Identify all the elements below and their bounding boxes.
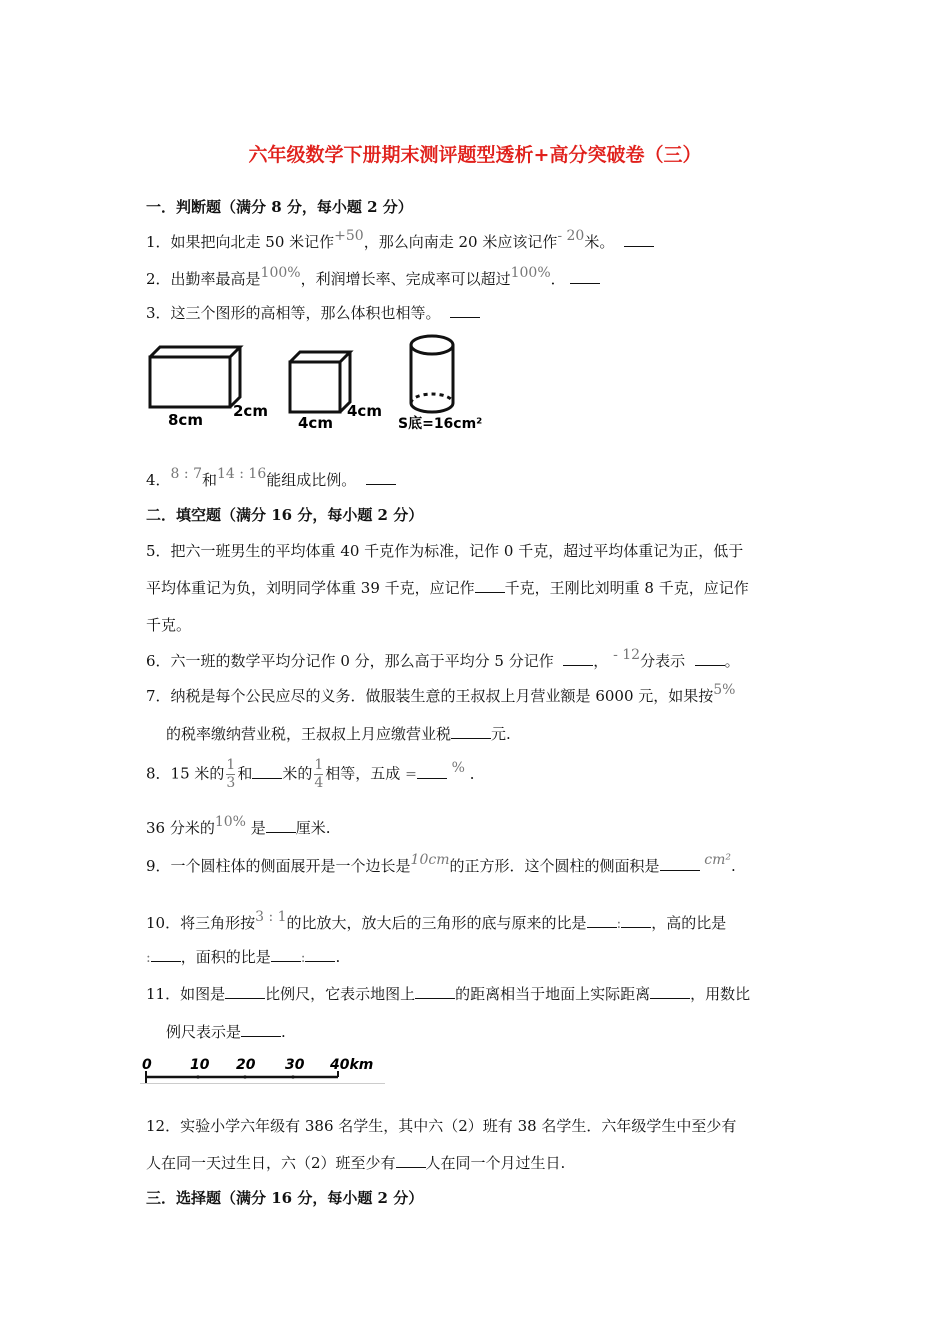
q1-text-a: 1．如果把向北走 50 米记作 bbox=[146, 233, 335, 251]
q10-text-b: 的比放大，放大后的三角形的底与原来的比是 bbox=[286, 914, 587, 932]
q11-text-d: ，用数比 bbox=[690, 985, 751, 1003]
q8-text-f: 36 分米的 bbox=[146, 819, 215, 837]
q9-text-b: 的正方形．这个圆柱的侧面积是 bbox=[449, 857, 660, 875]
question-2 bbox=[146, 265, 600, 289]
q2-text-a: 2．出勤率最高是 bbox=[146, 270, 261, 288]
q8-answer-blank-3[interactable] bbox=[266, 818, 296, 833]
three-shapes-figure bbox=[140, 330, 490, 435]
question-12-line-1: 12．实验小学六年级有 386 名学生，其中六（2）班有 38 名学生．六年级学生中至少有 bbox=[146, 1117, 737, 1135]
label-cylinder-base-area: S底=16cm² bbox=[398, 416, 483, 432]
q10-text-d: ，高的比是 bbox=[651, 914, 727, 932]
scale-tick-0: 0 bbox=[142, 1057, 152, 1073]
q7-text-b: 的税率缴纳营业税，王叔叔上月应缴营业税 bbox=[166, 725, 452, 743]
q8-math-10pct: 10% bbox=[214, 814, 246, 830]
q4-answer-blank[interactable] bbox=[366, 470, 396, 485]
q1-text-b: ，那么向南走 20 米应该记作 bbox=[363, 233, 558, 251]
q8-fraction-one-quarter: $\frac{1}{4}$ bbox=[314, 757, 324, 791]
q11-text-a: 11．如图是 bbox=[146, 985, 226, 1003]
q6-text-c: 分表示 bbox=[640, 652, 686, 670]
question-3 bbox=[146, 302, 480, 323]
q5-answer-blank-1[interactable] bbox=[475, 578, 505, 593]
q11-answer-blank-2[interactable] bbox=[415, 984, 455, 999]
q6-text-d: 。 bbox=[724, 652, 740, 670]
q7-text-c: 元. bbox=[491, 725, 511, 743]
q6-text-b: ， bbox=[593, 652, 609, 670]
q10-colon-1: : bbox=[616, 916, 622, 932]
q2-text-c: ． bbox=[550, 270, 566, 288]
question-5-line-1: 5．把六一班男生的平均体重 40 千克作为标准，记作 0 千克，超过平均体重记为正，低于 bbox=[146, 542, 744, 560]
q5-text-b: 千克，王刚比刘明重 8 千克，应记作 bbox=[504, 579, 749, 597]
q11-text-b: 比例尺，它表示地图上 bbox=[265, 985, 416, 1003]
q7-text-a: 7．纳税是每个公民应尽的义务．做服装生意的王叔叔上月营业额是 6000 元，如果按 bbox=[146, 687, 714, 705]
q2-math-100pct: 100% bbox=[260, 265, 301, 281]
q6-answer-blank-1[interactable] bbox=[563, 651, 593, 666]
question-12-line-2 bbox=[146, 1152, 565, 1173]
q8-text-e: ． bbox=[469, 764, 485, 783]
q2-math-100pct-2: 100% bbox=[510, 265, 551, 281]
question-8-line-1 bbox=[146, 758, 485, 791]
q8-answer-blank-2[interactable] bbox=[417, 764, 447, 779]
q10-answer-blank-5[interactable] bbox=[305, 947, 335, 962]
q3-text: 3．这三个图形的高相等，那么体积也相等。 bbox=[146, 304, 441, 322]
q11-text-f: . bbox=[281, 1023, 286, 1041]
q10-answer-blank-3[interactable] bbox=[151, 947, 181, 962]
q11-text-c: 的距离相当于地面上实际距离 bbox=[455, 985, 651, 1003]
q4-math-ratio1: 8 : 7 bbox=[170, 466, 202, 482]
cuboid-shape bbox=[150, 347, 240, 407]
cylinder-shape bbox=[411, 336, 453, 412]
q9-math-cm2: cm² bbox=[704, 852, 732, 868]
q4-text-b: 和 bbox=[201, 471, 217, 489]
q12-answer-blank[interactable] bbox=[396, 1153, 426, 1168]
q2-text-b: ，利润增长率、完成率可以超过 bbox=[300, 270, 511, 288]
q8-text-h: 厘米. bbox=[295, 819, 331, 837]
question-10-line-2 bbox=[146, 946, 340, 967]
question-10-line-1 bbox=[146, 909, 727, 933]
question-11-line-1 bbox=[146, 983, 750, 1004]
q8-math-equals: = bbox=[405, 766, 417, 783]
q8-fraction-one-third: $\frac{1}{3}$ bbox=[226, 757, 236, 791]
q4-text-a: 4． bbox=[146, 471, 171, 489]
q8-text-g: 是 bbox=[250, 819, 266, 837]
label-cube-height: 4cm bbox=[347, 402, 382, 420]
scale-bar-figure bbox=[140, 1050, 390, 1088]
scale-tick-40km: 40km bbox=[330, 1057, 374, 1073]
section-heading-fill-blank: 二．填空题（满分 16 分，每小题 2 分） bbox=[146, 506, 424, 524]
q3-answer-blank[interactable] bbox=[450, 303, 480, 318]
q12-text-a: 人在同一天过生日，六（2）班至少有 bbox=[146, 1154, 396, 1172]
q8-text-a: 8．15 米的 bbox=[146, 764, 225, 783]
question-9 bbox=[146, 852, 736, 876]
q7-math-5pct: 5% bbox=[713, 682, 736, 698]
q5-text-a: 平均体重记为负，刘明同学体重 39 千克，应记作 bbox=[146, 579, 475, 597]
q1-math-plus50: +50 bbox=[334, 228, 364, 244]
q1-text-c: 米。 bbox=[584, 233, 615, 251]
q10-colon-2: : bbox=[146, 950, 151, 966]
q11-answer-blank-3[interactable] bbox=[650, 984, 690, 999]
q12-text-b: 人在同一个月过生日. bbox=[425, 1154, 566, 1172]
q10-colon-3: : bbox=[300, 950, 306, 966]
q2-answer-blank[interactable] bbox=[570, 269, 600, 284]
q8-text-c: 米的 bbox=[282, 764, 313, 783]
q9-math-10cm: 10cm bbox=[410, 852, 450, 868]
q1-answer-blank[interactable] bbox=[624, 232, 654, 247]
question-4 bbox=[146, 466, 396, 490]
label-cuboid-height: 2cm bbox=[233, 402, 268, 420]
question-7-line-2 bbox=[166, 723, 511, 744]
label-cuboid-length: 8cm bbox=[168, 411, 203, 429]
scale-tick-30: 30 bbox=[285, 1057, 305, 1073]
section-heading-judgement: 一．判断题（满分 8 分，每小题 2 分） bbox=[146, 198, 413, 216]
q10-math-ratio: 3 : 1 bbox=[255, 909, 287, 925]
q4-math-ratio2: 14 : 16 bbox=[217, 466, 267, 482]
q10-answer-blank-2[interactable] bbox=[621, 913, 651, 928]
q8-text-d: 相等，五成 bbox=[325, 764, 401, 783]
q7-answer-blank[interactable] bbox=[451, 724, 491, 739]
page-title: 六年级数学下册期末测评题型透析+高分突破卷（三） bbox=[248, 144, 702, 166]
q6-text-a: 6．六一班的数学平均分记作 0 分，那么高于平均分 5 分记作 bbox=[146, 652, 554, 670]
q11-text-e: 例尺表示是 bbox=[166, 1023, 242, 1041]
section-heading-choice: 三．选择题（满分 16 分，每小题 2 分） bbox=[146, 1189, 424, 1207]
q10-text-h: . bbox=[335, 948, 341, 966]
q8-answer-blank-1[interactable] bbox=[252, 764, 282, 779]
scale-tick-20: 20 bbox=[236, 1057, 256, 1073]
question-1 bbox=[146, 228, 654, 252]
q10-answer-blank-4[interactable] bbox=[271, 947, 301, 962]
q6-math-minus12: - 12 bbox=[613, 647, 641, 663]
q8-math-percent: % bbox=[451, 759, 465, 776]
q8-text-b: 和 bbox=[237, 764, 253, 783]
q6-answer-blank-2[interactable] bbox=[695, 651, 725, 666]
q10-text-f: ，面积的比是 bbox=[180, 948, 271, 966]
question-7-line-1 bbox=[146, 682, 736, 706]
q4-text-c: 能组成比例。 bbox=[266, 471, 357, 489]
q9-text-a: 9．一个圆柱体的侧面展开是一个边长是 bbox=[146, 857, 411, 875]
question-8-line-2 bbox=[146, 814, 331, 838]
q1-math-minus20: - 20 bbox=[557, 228, 585, 244]
q9-answer-blank[interactable] bbox=[660, 856, 700, 871]
q11-answer-blank-4[interactable] bbox=[241, 1022, 281, 1037]
label-cube-side: 4cm bbox=[298, 414, 333, 432]
q11-answer-blank-1[interactable] bbox=[225, 984, 265, 999]
q10-text-a: 10．将三角形按 bbox=[146, 914, 256, 932]
q10-answer-blank-1[interactable] bbox=[587, 913, 617, 928]
question-11-line-2 bbox=[166, 1021, 286, 1042]
question-5-line-3: 千克。 bbox=[146, 616, 192, 634]
scale-tick-10: 10 bbox=[190, 1057, 210, 1073]
question-6 bbox=[146, 647, 740, 671]
question-5-line-2 bbox=[146, 577, 749, 598]
q9-text-c: . bbox=[731, 857, 736, 875]
cube-shape bbox=[290, 352, 350, 412]
